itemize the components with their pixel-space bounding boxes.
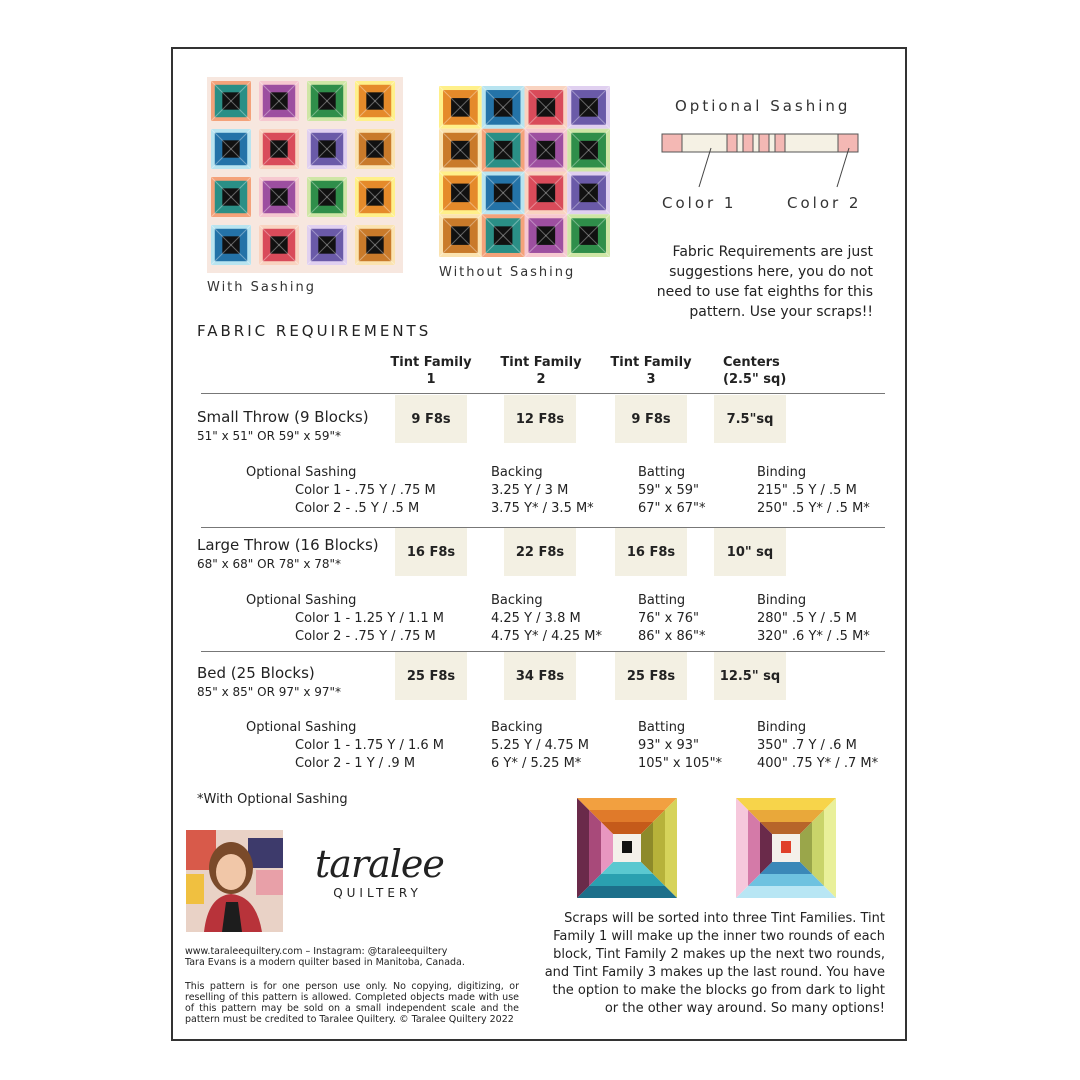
copyright-notice: This pattern is for one person use only. No copying, digitizing, or reselling of this pattern is allowed. Completed objects made with use of this pattern may be sold on a small independent scale and the pattern must be credited to Taralee Quiltery. © Taralee Quiltery 2022 <box>185 981 519 1025</box>
sashing-color1-amount: Color 1 - 1.25 Y / 1.1 M <box>295 611 444 626</box>
value-cell: 16 F8s <box>615 528 687 576</box>
sashing-footnote: *With Optional Sashing <box>197 792 348 807</box>
quilt-block <box>439 86 482 129</box>
quilt-block <box>567 86 610 129</box>
log-cabin-block <box>577 798 677 898</box>
quilt-block <box>567 214 610 257</box>
size-dims-large-throw: 68" x 68" OR 78" x 78"* <box>197 557 342 571</box>
quilt-block <box>211 129 251 169</box>
value-cell: 12 F8s <box>504 395 576 443</box>
quilt-block <box>525 86 568 129</box>
batting-amount: 59" x 59" <box>638 483 700 498</box>
logo-script-text: taralee <box>315 842 444 886</box>
quilt-block <box>259 129 299 169</box>
header-centers: Centers (2.5" sq) <box>723 355 787 387</box>
backing-amount-sashed: 6 Y* / 5.25 M* <box>491 756 582 771</box>
optional-sashing-label: Optional Sashing <box>246 593 357 608</box>
quilt-block <box>355 225 395 265</box>
sashing-color1-amount: Color 1 - 1.75 Y / 1.6 M <box>295 738 444 753</box>
header-tint-family-1: Tint Family 1 <box>390 355 472 387</box>
batting-amount: 93" x 93" <box>638 738 700 753</box>
designer-photo <box>186 830 283 932</box>
table-header-rule <box>201 393 885 394</box>
quilt-block <box>482 86 525 129</box>
fabric-requirements-note: Fabric Requirements are just suggestions here, you do not need to use fat eighths for this pattern. Use your scraps!! <box>656 244 873 320</box>
value-cell: 22 F8s <box>504 528 576 576</box>
backing-amount: 4.25 Y / 3.8 M <box>491 611 581 626</box>
size-dims-small-throw: 51" x 51" OR 59" x 59"* <box>197 429 342 443</box>
size-dims-bed: 85" x 85" OR 97" x 97"* <box>197 685 342 699</box>
quilt-block <box>259 177 299 217</box>
quilt-block <box>307 177 347 217</box>
backing-label: Backing <box>491 593 543 608</box>
value-cell: 12.5" sq <box>714 652 786 700</box>
optional-sashing-label: Optional Sashing <box>246 465 357 480</box>
designer-bio: Tara Evans is a modern quilter based in Manitoba, Canada. <box>185 957 465 968</box>
binding-amount: 215" .5 Y / .5 M <box>757 483 857 498</box>
without-sashing-caption: Without Sashing <box>439 265 576 280</box>
quilt-block <box>259 81 299 121</box>
batting-amount-sashed: 86" x 86"* <box>638 629 706 644</box>
batting-label: Batting <box>638 720 686 735</box>
sashing-color2-label: Color 2 <box>787 194 862 212</box>
with-sashing-caption: With Sashing <box>207 280 316 295</box>
quilt-block <box>439 129 482 172</box>
value-cell: 16 F8s <box>395 528 467 576</box>
binding-amount: 350" .7 Y / .6 M <box>757 738 857 753</box>
sashing-diagram-title: Optional Sashing <box>675 97 851 115</box>
binding-label: Binding <box>757 465 807 480</box>
website-instagram: www.taraleequiltery.com – Instagram: @taraleequiltery <box>185 946 448 957</box>
backing-amount: 5.25 Y / 4.75 M <box>491 738 589 753</box>
batting-amount: 76" x 76" <box>638 611 700 626</box>
quilt-block <box>211 81 251 121</box>
header-tint-family-2: Tint Family 2 <box>500 355 582 387</box>
quilt-block <box>307 225 347 265</box>
batting-amount-sashed: 67" x 67"* <box>638 501 706 516</box>
binding-amount-sashed: 400" .75 Y* / .7 M* <box>757 756 879 771</box>
quilt-block <box>259 225 299 265</box>
quilt-block <box>567 129 610 172</box>
backing-amount: 3.25 Y / 3 M <box>491 483 569 498</box>
fabric-requirements-title: FABRIC REQUIREMENTS <box>197 322 432 340</box>
quilt-block <box>482 129 525 172</box>
batting-label: Batting <box>638 465 686 480</box>
sashing-color1-label: Color 1 <box>662 194 737 212</box>
quilt-block <box>355 81 395 121</box>
quilt-block <box>307 129 347 169</box>
sashing-strip-diagram <box>661 133 861 189</box>
binding-label: Binding <box>757 720 807 735</box>
quilt-block <box>355 177 395 217</box>
quilt-block <box>439 172 482 215</box>
optional-sashing-label: Optional Sashing <box>246 720 357 735</box>
quilt-block <box>567 172 610 215</box>
backing-amount-sashed: 3.75 Y* / 3.5 M* <box>491 501 594 516</box>
size-name-large-throw: Large Throw (16 Blocks) <box>197 536 379 554</box>
backing-amount-sashed: 4.75 Y* / 4.25 M* <box>491 629 602 644</box>
backing-label: Backing <box>491 720 543 735</box>
binding-amount: 280" .5 Y / .5 M <box>757 611 857 626</box>
backing-label: Backing <box>491 465 543 480</box>
binding-label: Binding <box>757 593 807 608</box>
batting-amount-sashed: 105" x 105"* <box>638 756 723 771</box>
quilt-block <box>525 172 568 215</box>
quilt-block <box>439 214 482 257</box>
quilt-block <box>525 129 568 172</box>
sashing-color2-amount: Color 2 - .5 Y / .5 M <box>295 501 420 516</box>
value-cell: 34 F8s <box>504 652 576 700</box>
value-cell: 25 F8s <box>395 652 467 700</box>
quilt-block <box>211 177 251 217</box>
value-cell: 7.5"sq <box>714 395 786 443</box>
sample-block-dark-center <box>577 798 677 898</box>
quilt-block <box>307 81 347 121</box>
sashing-color2-amount: Color 2 - 1 Y / .9 M <box>295 756 416 771</box>
quilt-block <box>525 214 568 257</box>
logo-wordmark: QUILTERY <box>333 886 422 900</box>
value-cell: 9 F8s <box>395 395 467 443</box>
quilt-with-sashing-image <box>207 77 403 273</box>
sashing-color1-amount: Color 1 - .75 Y / .75 M <box>295 483 436 498</box>
size-name-bed: Bed (25 Blocks) <box>197 664 315 682</box>
quilt-block <box>355 129 395 169</box>
quilt-without-sashing-image <box>439 86 610 257</box>
tint-families-explanation: Scraps will be sorted into three Tint Families. Tint Family 1 will make up the inner two rounds of each block, Tint Family 2 makes up the next two rounds, and Tint Family 3 makes up the last round. You have the option to make the blocks go from dark to light or the other way around. So many options! <box>544 911 885 1016</box>
value-cell: 25 F8s <box>615 652 687 700</box>
sashing-color2-amount: Color 2 - .75 Y / .75 M <box>295 629 436 644</box>
size-name-small-throw: Small Throw (9 Blocks) <box>197 408 369 426</box>
binding-amount-sashed: 320" .6 Y* / .5 M* <box>757 629 870 644</box>
quilt-block <box>482 214 525 257</box>
binding-amount-sashed: 250" .5 Y* / .5 M* <box>757 501 870 516</box>
value-cell: 9 F8s <box>615 395 687 443</box>
sample-block-light-center <box>736 798 836 898</box>
batting-label: Batting <box>638 593 686 608</box>
log-cabin-block <box>736 798 836 898</box>
header-tint-family-3: Tint Family 3 <box>610 355 692 387</box>
value-cell: 10" sq <box>714 528 786 576</box>
quilt-block <box>482 172 525 215</box>
quilt-block <box>211 225 251 265</box>
pattern-page <box>171 47 907 1041</box>
taralee-quiltery-logo <box>315 842 444 900</box>
